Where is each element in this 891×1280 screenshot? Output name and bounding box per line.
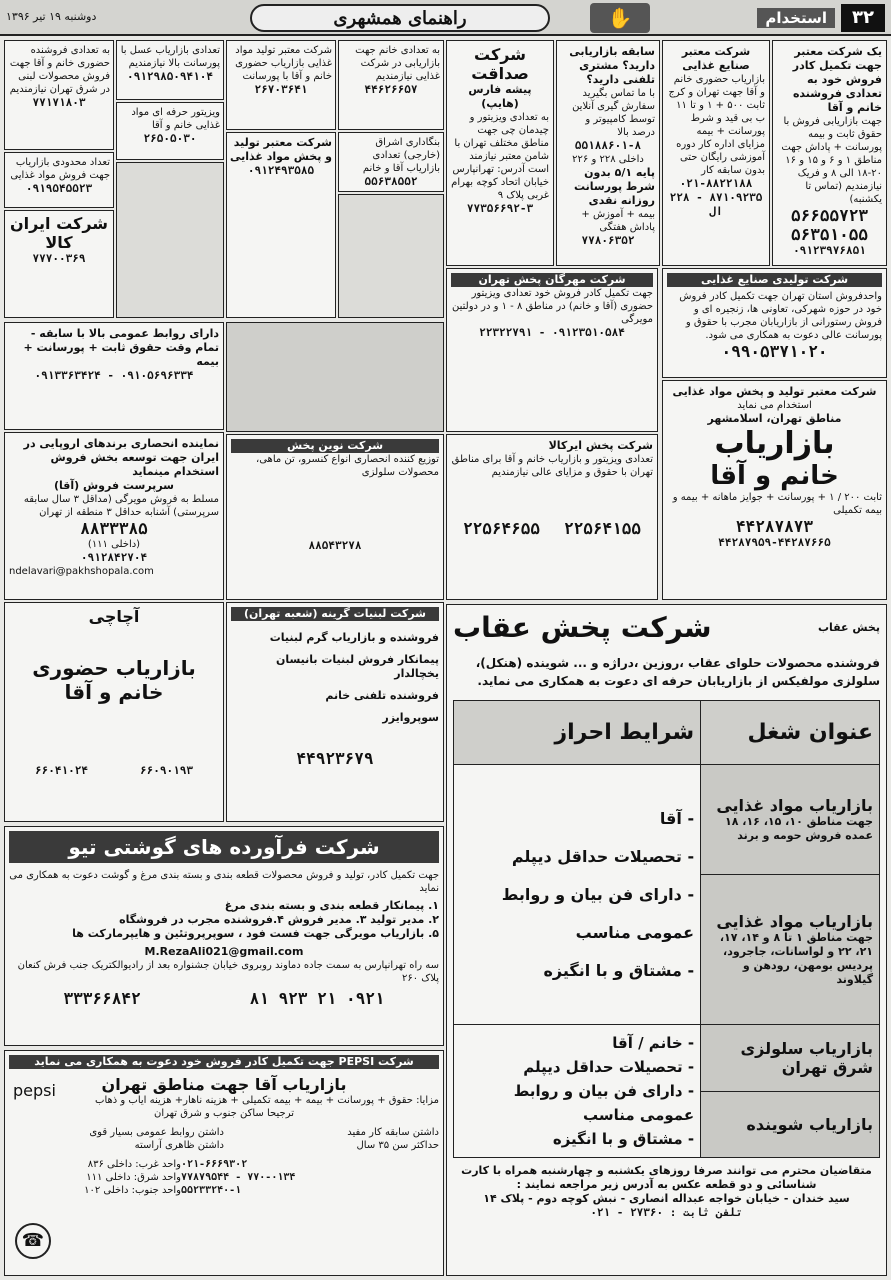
small-ad: شرکت ایران کالا ۷۷۷۰۰۳۶۹	[4, 210, 114, 318]
email-link[interactable]: M.RezaAli021@gmail.com	[144, 945, 304, 958]
small-ads-grid	[4, 40, 444, 320]
ad-novin-pakhsh: شرکت نوین پخش توزیع کننده انحصاری انواع کنسرو، تن ماهی، محصولات سلولزی ۸۸۵۴۳۲۷۸	[226, 434, 444, 600]
ad-tiv-meat: شرکت فرآورده های گوشتی تیو جهت تکمیل کادر، تولید و فروش محصولات قطعه بندی و بسته بندی مرغ و گوشت دعوت به همکاری می نماید ۱. پیمانکار قطعه بندی و بسته بندی مرغ ۲. مدیر تولید ۳. مدیر فروش ۴.فروشنده مجرب در فروشگاه ۵. بازاریاب مویرگی جهت فست فود ، سوپرپروتئین و هایپرمارکت ها M.RezaAli021@gmail.com سه راه تهرانپارس به سمت جاده دماوند روبروی خیابان جشنواره بعد از رادیوالکتریک جنب فرش کنعان پلاک ۲۶۰ ۳۳۳۶۶۸۴۲ ۰۹۲۱ ۲۱ ۹۲۳ ۸۱	[4, 826, 444, 1046]
page-number: ۳۲	[841, 4, 885, 32]
small-ad: تعدادی بازاریاب عسل با پورسانت بالا نیازمندیم ۰۹۱۲۹۸۵۰۹۴۱۰۴	[116, 40, 224, 100]
ad-mehregan: شرکت مهرگان پخش تهران جهت تکمیل کادر فروش خود تعدادی ویزیتور حضوری (آقا و خانم) در مناطق ۸ - ۱ و در دولتین مویرگی ۰۹۱۲۳۵۱۰۵۸۴ - ۲۲۳۲۲۷۹۱	[446, 268, 658, 432]
handshake-icon: ✋	[590, 3, 650, 33]
small-ad: تعداد محدودی بازاریاب جهت فروش مواد غذایی ۰۹۱۹۵۴۵۵۲۳	[4, 152, 114, 208]
ad-european-brands: نماینده انحصاری برندهای اروپایی در ایران جهت توسعه بخش فروش استخدام مینماید سرپرست فروش (آقا) مسلط به فروش مویرگی (مداقل ۳ سال سابقه سرپرستی) آشنابه حداقل ۳ منطقه از تهران ۸۸۳۳۳۸۵ (داخلی ۱۱۱) ۰۹۱۲۸۴۲۷۰۴ ndelavari@pakhshopala.com	[4, 432, 224, 600]
small-ad: بنگاداری اشراق (خارجی) تعدادی بازاریاب آقا و خانم ۵۵۶۳۸۵۵۲	[338, 132, 444, 192]
section-label: استخدام	[757, 8, 835, 28]
ad-marketing-experience: سابقه بازاریابی دارید؟ مشتری تلفنی دارید؟ با ما تماس بگیرید سفارش گیری آنلاین توسط کامپیوتر و درصد بالا ۵۵۱۸۸۶۰۱-۸ داخلی ۲۲۸ و ۲۲۶ پایه ۵/۱ بدون شرط پورسانت روزانه نقدی بیمه + آموزش + پاداش هفتگی ۷۷۸۰۶۳۵۲	[556, 40, 660, 266]
page-header	[0, 0, 891, 36]
small-ad: شرکت معتبر تولید و پخش مواد غذایی ۰۹۱۲۴۹۳۵۸۵	[226, 132, 336, 318]
ad-distributor: شرکت معتبر تولید و پخش مواد غذایی استخدام می نماید مناطق تهران، اسلامشهر بازاریاب خانم و آقا ثابت ۲۰۰ / ۱ + پورسانت + جوایز ماهانه + بیمه و بیمه تکمیلی ۴۴۲۸۷۸۷۳ ۴۴۲۸۷۹۵۹-۴۴۲۸۷۶۶۵	[662, 380, 887, 600]
email-link[interactable]: ndelavari@pakhshopala.com	[9, 566, 154, 577]
ad-pepsi: شرکت PEPSI جهت تکمیل کادر فروش خود دعوت به همکاری می نماید pepsi بازاریاب آقا جهت مناطق تهران مزایا: حقوق + پورسانت + بیمه + بیمه تکمیلی + هزینه ناهار+ هزینه ایاب و ذهاب ترجیحا ساکن جنوب و شرق تهران داشتن روابط عمومی بسیار قوی داشتن سابقه کار مفید داشتن ظاهری آراسته حداکثر سن ۳۵ سال واحد غرب: داخلی ۸۳۶ ۰۲۱-۶۶۶۹۳۰۲ واحد شرق: داخلی ۱۱۱ ۷۷۰-۰۱۳۴ - ۷۷۸۷۹۵۴۴ واحد جنوب: داخلی ۱۰۲ ۵۵۲۳۳۲۴۰-۱ ☎	[4, 1050, 444, 1276]
small-ad-block	[338, 194, 444, 318]
publication-title: راهنمای همشهری	[250, 4, 550, 32]
jobs-table: عنوان شغل شرایط احراز بازاریاب مواد غذایی جهت مناطق ۱۰، ۱۵، ۱۶، ۱۸ عمده فروش حومه و برند - آقا - تحصیلات حداقل دیپلم - دارای فن بیان و روابط عمومی مناسب - مشتاق و با انگیزه بازاریاب مواد غذایی جهت مناطق ۱ تا ۸ و ۱۴، ۱۷، ۲۱، ۲۲ و لواسانات، جاجرود، پردیس بومهن، رودهن و گیلاوند بازاریاب سلولزی شرق تهران - خانم / آقا - تحصیلات حداقل دیپلم - دارای فن بیان و روابط عمومی مناسب - مشتاق و با انگیزه بازاریاب شوینده	[453, 700, 880, 1158]
ad-public-relations: دارای روابط عمومی بالا با سابقه - تمام وقت حقوق ثابت + پورسانت + بیمه ۰۹۱۰۵۶۹۶۳۳۴ - ۰۹۱۳۳۶۳۴۲۴	[4, 322, 224, 430]
small-ad: به تعدادی خانم جهت بازاریابی در شرکت غذایی نیازمندیم ۴۴۶۲۶۶۵۷	[338, 40, 444, 130]
ad-sedaghat: شرکت صداقت پیشه فارس (هایپ) به تعدادی ویزیتور و چیدمان چی جهت مناطق مختلف تهران با شامن معتبر نیازمند است آدرس: تهرانپارس خیابان اتحاد کوچه بهرام غربی پلاک ۹ ۷۷۳۵۶۶۹۲-۳	[446, 40, 554, 266]
ad-khoshab	[226, 322, 444, 432]
oghab-logo: پخش عقاب	[817, 620, 880, 634]
small-ad-block	[116, 162, 224, 318]
ad-irkala: شرکت پخش ایرکالا تعدادی ویزیتور و بازاریاب خانم و آقا برای مناطق تهران با حقوق و مزایای عالی نیازمندیم ۲۲۵۶۴۶۵۵ ۲۲۵۶۴۱۵۵	[446, 434, 658, 600]
ad-food-industry: شرکت معتبر صنایع غذایی بازاریاب حضوری خانم و آقا جهت تهران و کرج ثابت ۵۰۰ + ۱ و تا ۱۱ ب بی قید و شرط پورسانت + بیمه مزایای اداره کار دوره آموزشی رایگان حتی بدون سابقه کار ۰۲۱-۸۸۲۲۱۸۸ ۸۷۱۰۹۲۳۵ - ۲۲۸ ال	[662, 40, 770, 266]
ad-achachi: آچاچی بازاریاب حضوری خانم و آقا ۶۶۰۴۱۰۲۴ ۶۶۰۹۰۱۹۳	[4, 602, 224, 822]
ad-food-sector: شرکت تولیدی صنایع غذایی واحدفروش استان تهران جهت تکمیل کادر فروش خود در حوزه شهرکی، تعاونی ها، زنجیره ای و فروش رستورانی از بازاریابان مجرب با حقوق و پورسانت عالی دعوت به همکاری می شود. ۰۹۹۰۵۳۷۱۰۲۰	[662, 268, 887, 378]
issue-date: دوشنبه ۱۹ تیر ۱۳۹۶	[6, 10, 97, 23]
phone-icon: ☎	[15, 1223, 51, 1259]
ad-oghab: شرکت پخش عقاب پخش عقاب فروشنده محصولات حلوای عقاب ،روزین ،دراژه و ... شوینده (هنکل)، سلولزی مولفیکس از بازاریابان حرفه ای دعوت به همکاری می نماید. عنوان شغل شرایط احراز بازاریاب مواد غذایی جهت مناطق ۱۰، ۱۵، ۱۶، ۱۸ عمده فروش حومه و برند - آقا - تحصیلات حداقل دیپلم - دارای فن بیان و روابط عمومی مناسب - مشتاق و با انگیزه بازاریاب مواد غذایی جهت مناطق ۱ تا ۸ و ۱۴، ۱۷، ۲۱، ۲۲ و لواسانات، جاجرود، پردیس بومهن، رودهن و گیلاوند بازاریاب سلولزی شرق تهران - خانم / آقا - تحصیلات حداقل دیپلم - دارای فن بیان و روابط عمومی مناسب - مشتاق و با انگیزه بازاریاب شوینده متقاضیان محترم می توانند صرفا روزهای یکشنبه و چهارشنبه همراه با کارت شناسائی و دو قطعه عکس به آدرس زیر مراجعه نمایند : سید خندان - خیابان خواجه عبداله انصاری - نبش کوچه دوم - پلاک ۱۴ تلفن ثابت : ۲۷۳۶۰ - ۰۲۱	[446, 604, 887, 1276]
ad-sales-company: یک شرکت معتبر جهت تکمیل کادر فروش خود به تعدادی فروشنده خانم و آقا جهت بازاریابی فروش با حقوق ثابت و بیمه پورسانت + پاداش جهت مناطق ۱ و ۶ و ۱۵ و ۱۶ ۱۸-۲۰ الی ۸ و فریک نیازمندیم (تماس تا یکشنبه) ۵۶۶۵۵۷۲۳ ۵۶۳۵۱۰۵۵ ۰۹۱۲۳۹۷۶۸۵۱	[772, 40, 887, 266]
small-ad: شرکت معتبر تولید مواد غذایی بازاریاب حضوری خانم و آقا با پورسانت ۲۶۷۰۳۶۴۱	[226, 40, 336, 130]
oghab-title: شرکت پخش عقاب	[453, 611, 712, 644]
pepsi-logo: pepsi	[13, 1081, 56, 1100]
small-ad: به تعدادی فروشنده حضوری خانم و آقا جهت فروش محصولات لبنی در شرق تهران نیازمندیم ۷۷۱۷۱۸۰۳	[4, 40, 114, 150]
small-ad: ویزیتور حرفه ای مواد غذایی خانم و آقا ۲۶۵۰۵۰۳۰	[116, 102, 224, 160]
ad-greenh-dairy: شرکت لبنیات گرینه (شعبه تهران) فروشنده و بازاریاب گرم لبنیات پیمانکار فروش لبنیات بانیسان یخچالدار فروشنده تلفنی خانم سوپروایزر ۴۴۹۲۳۶۷۹	[226, 602, 444, 822]
